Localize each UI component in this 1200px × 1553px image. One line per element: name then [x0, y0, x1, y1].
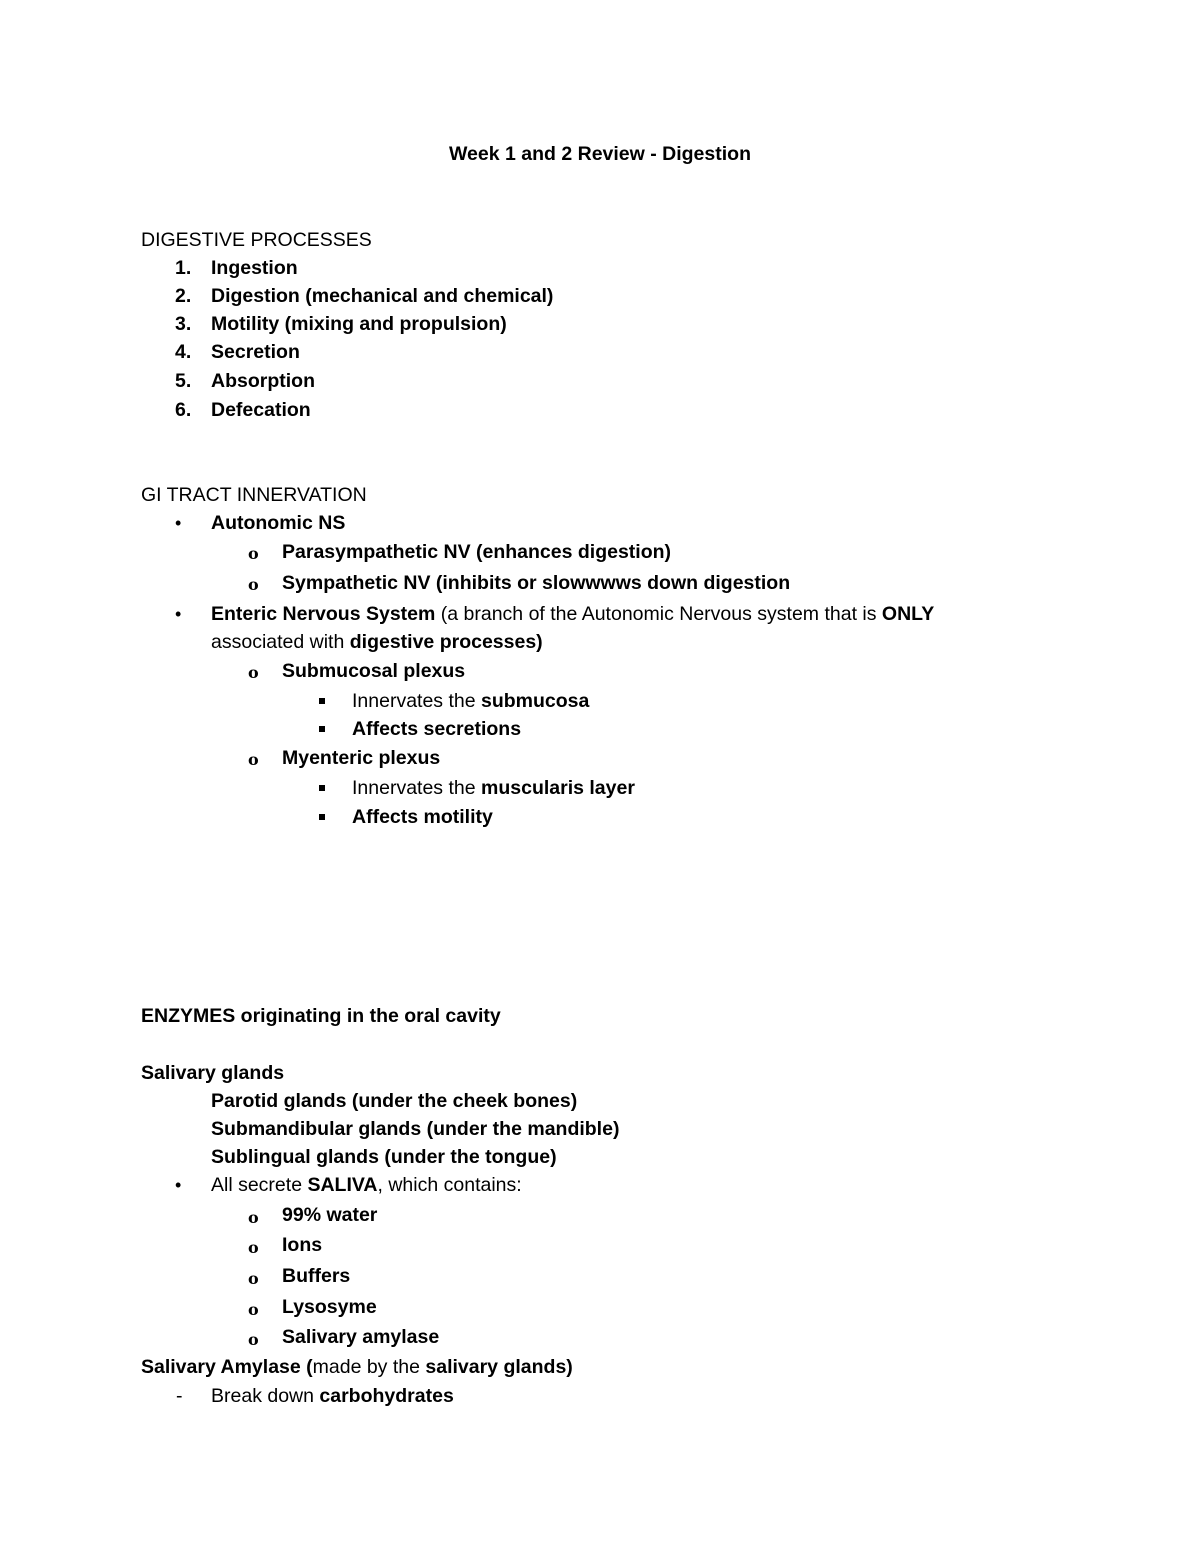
saliva-content-item: Salivary amylase	[282, 1326, 440, 1348]
list-item-number: 6.	[175, 399, 192, 421]
sub-bullet-icon: o	[248, 544, 259, 563]
bullet-enteric-nervous-system	[211, 602, 934, 626]
list-item: Secretion	[211, 341, 300, 363]
sub-bullet-icon: o	[248, 1269, 259, 1288]
salivary-amylase-heading	[141, 1355, 573, 1379]
list-item: Digestion (mechanical and chemical)	[211, 285, 554, 307]
innervates-prefix: Innervates the	[352, 690, 481, 712]
bullet-autonomic-ns: Autonomic NS	[211, 512, 346, 534]
sub-bullet-sympathetic: Sympathetic NV (inhibits or slowwwws down digestion	[282, 572, 791, 594]
list-item-number: 4.	[175, 341, 192, 363]
sub-bullet-parasympathetic: Parasympathetic NV (enhances digestion)	[282, 541, 672, 563]
list-item: Absorption	[211, 370, 315, 392]
list-item-number: 3.	[175, 313, 192, 335]
square-bullet-icon	[319, 814, 325, 820]
break-down-text: Break down	[211, 1385, 320, 1407]
list-item: Motility (mixing and propulsion)	[211, 313, 507, 335]
enteric-only: ONLY	[881, 603, 935, 625]
list-item-number: 1.	[175, 257, 192, 279]
secrete-suffix: , which contains:	[377, 1174, 522, 1196]
sub-bullet-icon: o	[248, 750, 259, 769]
sub-bullet-icon: o	[248, 663, 259, 682]
dash-icon: -	[176, 1385, 183, 1407]
section-heading-gi-tract-innervation: GI TRACT INNERVATION	[141, 484, 367, 506]
sub-bullet-icon: o	[248, 1208, 259, 1227]
sub-sub-bullet-affects-secretions: Affects secretions	[352, 718, 522, 740]
sub-sub-bullet-affects-motility: Affects motility	[352, 806, 493, 828]
saliva-content-item: 99% water	[282, 1204, 378, 1226]
enteric-continuation	[211, 630, 543, 654]
sub-bullet-submucosal-plexus: Submucosal plexus	[282, 660, 466, 682]
sub-bullet-icon: o	[248, 1300, 259, 1319]
saliva-term: SALIVA	[307, 1174, 378, 1196]
muscularis-term: muscularis layer	[481, 777, 635, 799]
saliva-content-item: Lysosyme	[282, 1296, 377, 1318]
sub-bullet-icon: o	[248, 1238, 259, 1257]
square-bullet-icon	[319, 785, 325, 791]
innervates-prefix: Innervates the	[352, 777, 481, 799]
list-item: Ingestion	[211, 257, 298, 279]
section-heading-digestive-processes: DIGESTIVE PROCESSES	[141, 229, 372, 251]
carbohydrates-term: carbohydrates	[319, 1385, 454, 1407]
sublingual-glands: Sublingual glands (under the tongue)	[211, 1146, 557, 1168]
page-title: Week 1 and 2 Review - Digestion	[449, 143, 751, 165]
square-bullet-icon	[319, 726, 325, 732]
saliva-content-item: Ions	[282, 1234, 323, 1256]
bullet-icon: •	[175, 1175, 182, 1195]
sub-bullet-icon: o	[248, 575, 259, 594]
submucosa-term: submucosa	[481, 690, 590, 712]
enteric-description: (a branch of the Autonomic Nervous system that is	[435, 603, 882, 625]
sub-sub-bullet-innervates-muscularis	[352, 776, 635, 800]
sub-sub-bullet-innervates-submucosa	[352, 689, 589, 713]
dash-break-down-carbohydrates	[211, 1384, 454, 1408]
sub-bullet-myenteric-plexus: Myenteric plexus	[282, 747, 441, 769]
enteric-digestive-processes: digestive processes)	[349, 631, 543, 653]
secrete-prefix: All secrete	[211, 1174, 308, 1196]
amylase-bold: Salivary Amylase (	[141, 1356, 313, 1378]
saliva-content-item: Buffers	[282, 1265, 351, 1287]
amylase-made-by: made by the	[312, 1356, 426, 1378]
section-heading-enzymes: ENZYMES originating in the oral cavity	[141, 1005, 501, 1027]
bullet-icon: •	[175, 604, 182, 624]
list-item: Defecation	[211, 399, 311, 421]
list-item-number: 2.	[175, 285, 192, 307]
bullet-icon: •	[175, 513, 182, 533]
square-bullet-icon	[319, 698, 325, 704]
salivary-glands-heading: Salivary glands	[141, 1062, 285, 1084]
submandibular-glands: Submandibular glands (under the mandible)	[211, 1118, 620, 1140]
list-item-number: 5.	[175, 370, 192, 392]
enteric-description-2: associated with	[211, 631, 350, 653]
enteric-bold-label: Enteric Nervous System	[211, 603, 436, 625]
sub-bullet-icon: o	[248, 1330, 259, 1349]
parotid-glands: Parotid glands (under the cheek bones)	[211, 1090, 578, 1112]
amylase-salivary-glands: salivary glands)	[425, 1356, 573, 1378]
bullet-all-secrete-saliva	[211, 1173, 522, 1197]
